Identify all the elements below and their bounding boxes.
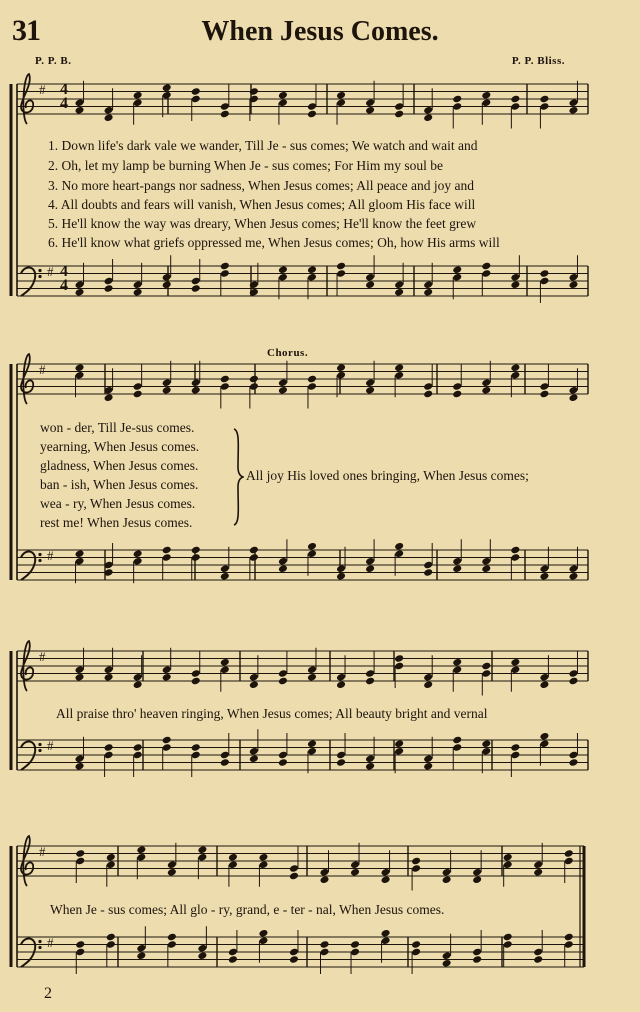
treble-note: [503, 853, 513, 862]
key-sharp: #: [39, 648, 46, 664]
lyricist-credit: P. P. B.: [35, 55, 72, 67]
key-sharp: #: [47, 547, 54, 563]
bass-note: [162, 280, 172, 289]
verse-line-6: 6. He'll know what griefs oppressed me, When Jesus comes; Oh, how His arms will: [48, 235, 500, 250]
treble-note: [539, 95, 549, 104]
bass-note: [133, 549, 143, 558]
treble-note: [568, 106, 578, 115]
bass-note: [481, 262, 491, 271]
verse-ending-6: rest me! When Jesus comes.: [40, 515, 193, 530]
bass-note: [162, 736, 172, 745]
treble-note: [452, 390, 462, 399]
key-sharp: #: [47, 737, 54, 753]
treble-note: [191, 87, 201, 96]
treble-note: [162, 386, 172, 395]
treble-note: [411, 857, 421, 866]
treble-note: [365, 386, 375, 395]
bass-clef-dot: [38, 275, 41, 278]
verse-ending-4: ban - ish, When Jesus comes.: [40, 477, 199, 492]
treble-note: [510, 363, 520, 372]
bass-clef: [21, 552, 35, 580]
treble-note: [481, 91, 491, 100]
treble-note: [75, 363, 85, 372]
system3-lyrics: All praise thro' heaven ringing, When Jesus comes; All beauty bright and vernal: [56, 706, 488, 721]
bass-note: [472, 955, 482, 964]
bass-note: [249, 546, 259, 555]
bass-note: [381, 929, 391, 938]
bass-note: [278, 564, 288, 573]
bass-note: [104, 743, 114, 752]
bass-note: [75, 762, 85, 771]
key-sharp: #: [47, 934, 54, 950]
bass-note: [162, 546, 172, 555]
treble-note: [381, 875, 391, 884]
treble-note: [442, 875, 452, 884]
bass-note: [336, 758, 346, 767]
time-signature: 4: [60, 263, 68, 280]
bass-note: [336, 572, 346, 581]
bass-note: [394, 288, 404, 297]
bass-note: [249, 754, 259, 763]
chorus-text: All joy His loved ones bringing, When Jesus comes;: [246, 468, 529, 483]
bass-note: [452, 564, 462, 573]
treble-note: [307, 110, 317, 119]
key-sharp: #: [39, 843, 46, 859]
bass-note: [319, 940, 329, 949]
treble-note: [220, 110, 230, 119]
bass-note: [564, 933, 574, 942]
treble-note: [191, 677, 201, 686]
bass-note: [258, 929, 268, 938]
treble-note: [394, 654, 404, 663]
bass-note: [510, 743, 520, 752]
treble-note: [533, 868, 543, 877]
bass-note: [365, 280, 375, 289]
treble-note: [568, 677, 578, 686]
verse-line-4: 4. All doubts and fears will vanish, When Jesus comes; All gloom His face will: [48, 197, 476, 212]
bass-clef-dot: [38, 940, 41, 943]
bass-note: [106, 933, 116, 942]
verse-ending-3: gladness, When Jesus comes.: [40, 458, 199, 473]
treble-note: [423, 113, 433, 122]
verse-ending-5: wea - ry, When Jesus comes.: [40, 496, 196, 511]
bass-note: [423, 762, 433, 771]
bass-note: [503, 933, 513, 942]
bass-clef-dot: [38, 749, 41, 752]
treble-note: [336, 680, 346, 689]
bass-note: [336, 262, 346, 271]
page-number: 2: [44, 985, 52, 1002]
verse-brace: [232, 427, 244, 527]
treble-note: [289, 872, 299, 881]
key-sharp: #: [39, 361, 46, 377]
key-sharp: #: [39, 81, 46, 97]
bass-note: [220, 572, 230, 581]
treble-note: [104, 393, 114, 402]
treble-note: [75, 849, 85, 858]
bass-clef-dot: [38, 553, 41, 556]
bass-note: [423, 568, 433, 577]
treble-note: [365, 106, 375, 115]
bass-note: [510, 280, 520, 289]
bass-note: [539, 732, 549, 741]
treble-note: [394, 110, 404, 119]
bass-clef-dot: [38, 946, 41, 949]
bass-clef: [21, 268, 35, 296]
treble-note: [510, 658, 520, 667]
treble-note: [452, 95, 462, 104]
treble-note: [365, 677, 375, 686]
bass-note: [568, 280, 578, 289]
treble-note: [336, 91, 346, 100]
treble-note: [278, 386, 288, 395]
bass-note: [191, 546, 201, 555]
treble-note: [75, 673, 85, 682]
hymn-title: When Jesus Comes.: [201, 16, 439, 47]
bass-note: [104, 284, 114, 293]
hymn-number: 31: [12, 14, 40, 47]
bass-note: [481, 739, 491, 748]
treble-note: [278, 91, 288, 100]
treble-note: [307, 673, 317, 682]
bass-note: [289, 955, 299, 964]
verse-line-3: 3. No more heart-pangs nor sadness, When Jesus comes; All peace and joy and: [48, 178, 475, 193]
bass-note: [539, 269, 549, 278]
treble-note: [539, 390, 549, 399]
treble-note: [136, 845, 146, 854]
verse-line-5: 5. He'll know the way was dreary, When Jesus comes; He'll know the feet grew: [48, 216, 477, 231]
bass-note: [568, 572, 578, 581]
bass-note: [220, 758, 230, 767]
treble-note: [133, 680, 143, 689]
treble-note: [249, 680, 259, 689]
treble-note: [481, 662, 491, 671]
bass-clef: [21, 742, 35, 770]
bass-note: [75, 288, 85, 297]
treble-note: [133, 390, 143, 399]
verse-ending-1: won - der, Till Je-sus comes.: [40, 420, 195, 435]
bass-note: [510, 546, 520, 555]
treble-note: [350, 868, 360, 877]
treble-note: [249, 375, 259, 384]
bass-note: [307, 542, 317, 551]
treble-note: [75, 106, 85, 115]
treble-note: [167, 868, 177, 877]
bass-note: [411, 940, 421, 949]
bass-note: [220, 262, 230, 271]
treble-note: [568, 393, 578, 402]
bass-note: [191, 743, 201, 752]
treble-note: [104, 673, 114, 682]
bass-note: [191, 284, 201, 293]
bass-note: [136, 951, 146, 960]
treble-note: [220, 375, 230, 384]
treble-note: [394, 363, 404, 372]
bass-note: [568, 758, 578, 767]
bass-note: [228, 955, 238, 964]
treble-note: [307, 375, 317, 384]
bass-clef: [21, 939, 35, 967]
verse-line-1: 1. Down life's dark vale we wander, Till Je - sus comes; We watch and wait and: [48, 138, 478, 153]
bass-note: [133, 743, 143, 752]
bass-clef-dot: [38, 743, 41, 746]
treble-note: [452, 658, 462, 667]
treble-note: [472, 875, 482, 884]
bass-note: [452, 265, 462, 274]
chorus-label: Chorus.: [267, 347, 309, 359]
time-signature: 4: [60, 95, 68, 112]
bass-note: [442, 959, 452, 968]
bass-note: [307, 265, 317, 274]
treble-note: [423, 680, 433, 689]
treble-note: [106, 853, 116, 862]
treble-note: [319, 875, 329, 884]
treble-note: [278, 677, 288, 686]
treble-note: [510, 95, 520, 104]
treble-note: [564, 849, 574, 858]
bass-note: [365, 762, 375, 771]
bass-note: [539, 572, 549, 581]
bass-note: [481, 564, 491, 573]
treble-note: [162, 83, 172, 92]
bass-note: [533, 955, 543, 964]
bass-note: [167, 933, 177, 942]
bass-note: [133, 288, 143, 297]
treble-note: [191, 386, 201, 395]
treble-note: [162, 673, 172, 682]
bass-note: [278, 265, 288, 274]
bass-note: [394, 739, 404, 748]
bass-note: [307, 739, 317, 748]
bass-note: [365, 564, 375, 573]
bass-note: [350, 940, 360, 949]
treble-note: [423, 390, 433, 399]
system4-lyrics: When Je - sus comes; All glo - ry, grand, e - ter - nal, When Jesus comes.: [50, 902, 445, 917]
treble-note: [133, 91, 143, 100]
composer-credit: P. P. Bliss.: [511, 55, 565, 67]
treble-note: [539, 680, 549, 689]
treble-note: [258, 853, 268, 862]
bass-note: [394, 542, 404, 551]
key-sharp: #: [47, 263, 54, 279]
treble-note: [481, 386, 491, 395]
bass-note: [278, 758, 288, 767]
bass-note: [75, 940, 85, 949]
bass-clef-dot: [38, 269, 41, 272]
treble-note: [336, 363, 346, 372]
treble-note: [228, 853, 238, 862]
treble-note: [104, 113, 114, 122]
verse-line-2: 2. Oh, let my lamp be burning When Je - sus comes; For Him my soul be: [48, 158, 443, 173]
bass-note: [197, 951, 207, 960]
treble-note: [197, 845, 207, 854]
treble-note: [220, 658, 230, 667]
bass-note: [423, 288, 433, 297]
bass-note: [75, 549, 85, 558]
time-signature: 4: [60, 81, 68, 98]
bass-clef-dot: [38, 559, 41, 562]
time-signature: 4: [60, 277, 68, 294]
verse-ending-2: yearning, When Jesus comes.: [40, 439, 200, 454]
bass-note: [452, 736, 462, 745]
